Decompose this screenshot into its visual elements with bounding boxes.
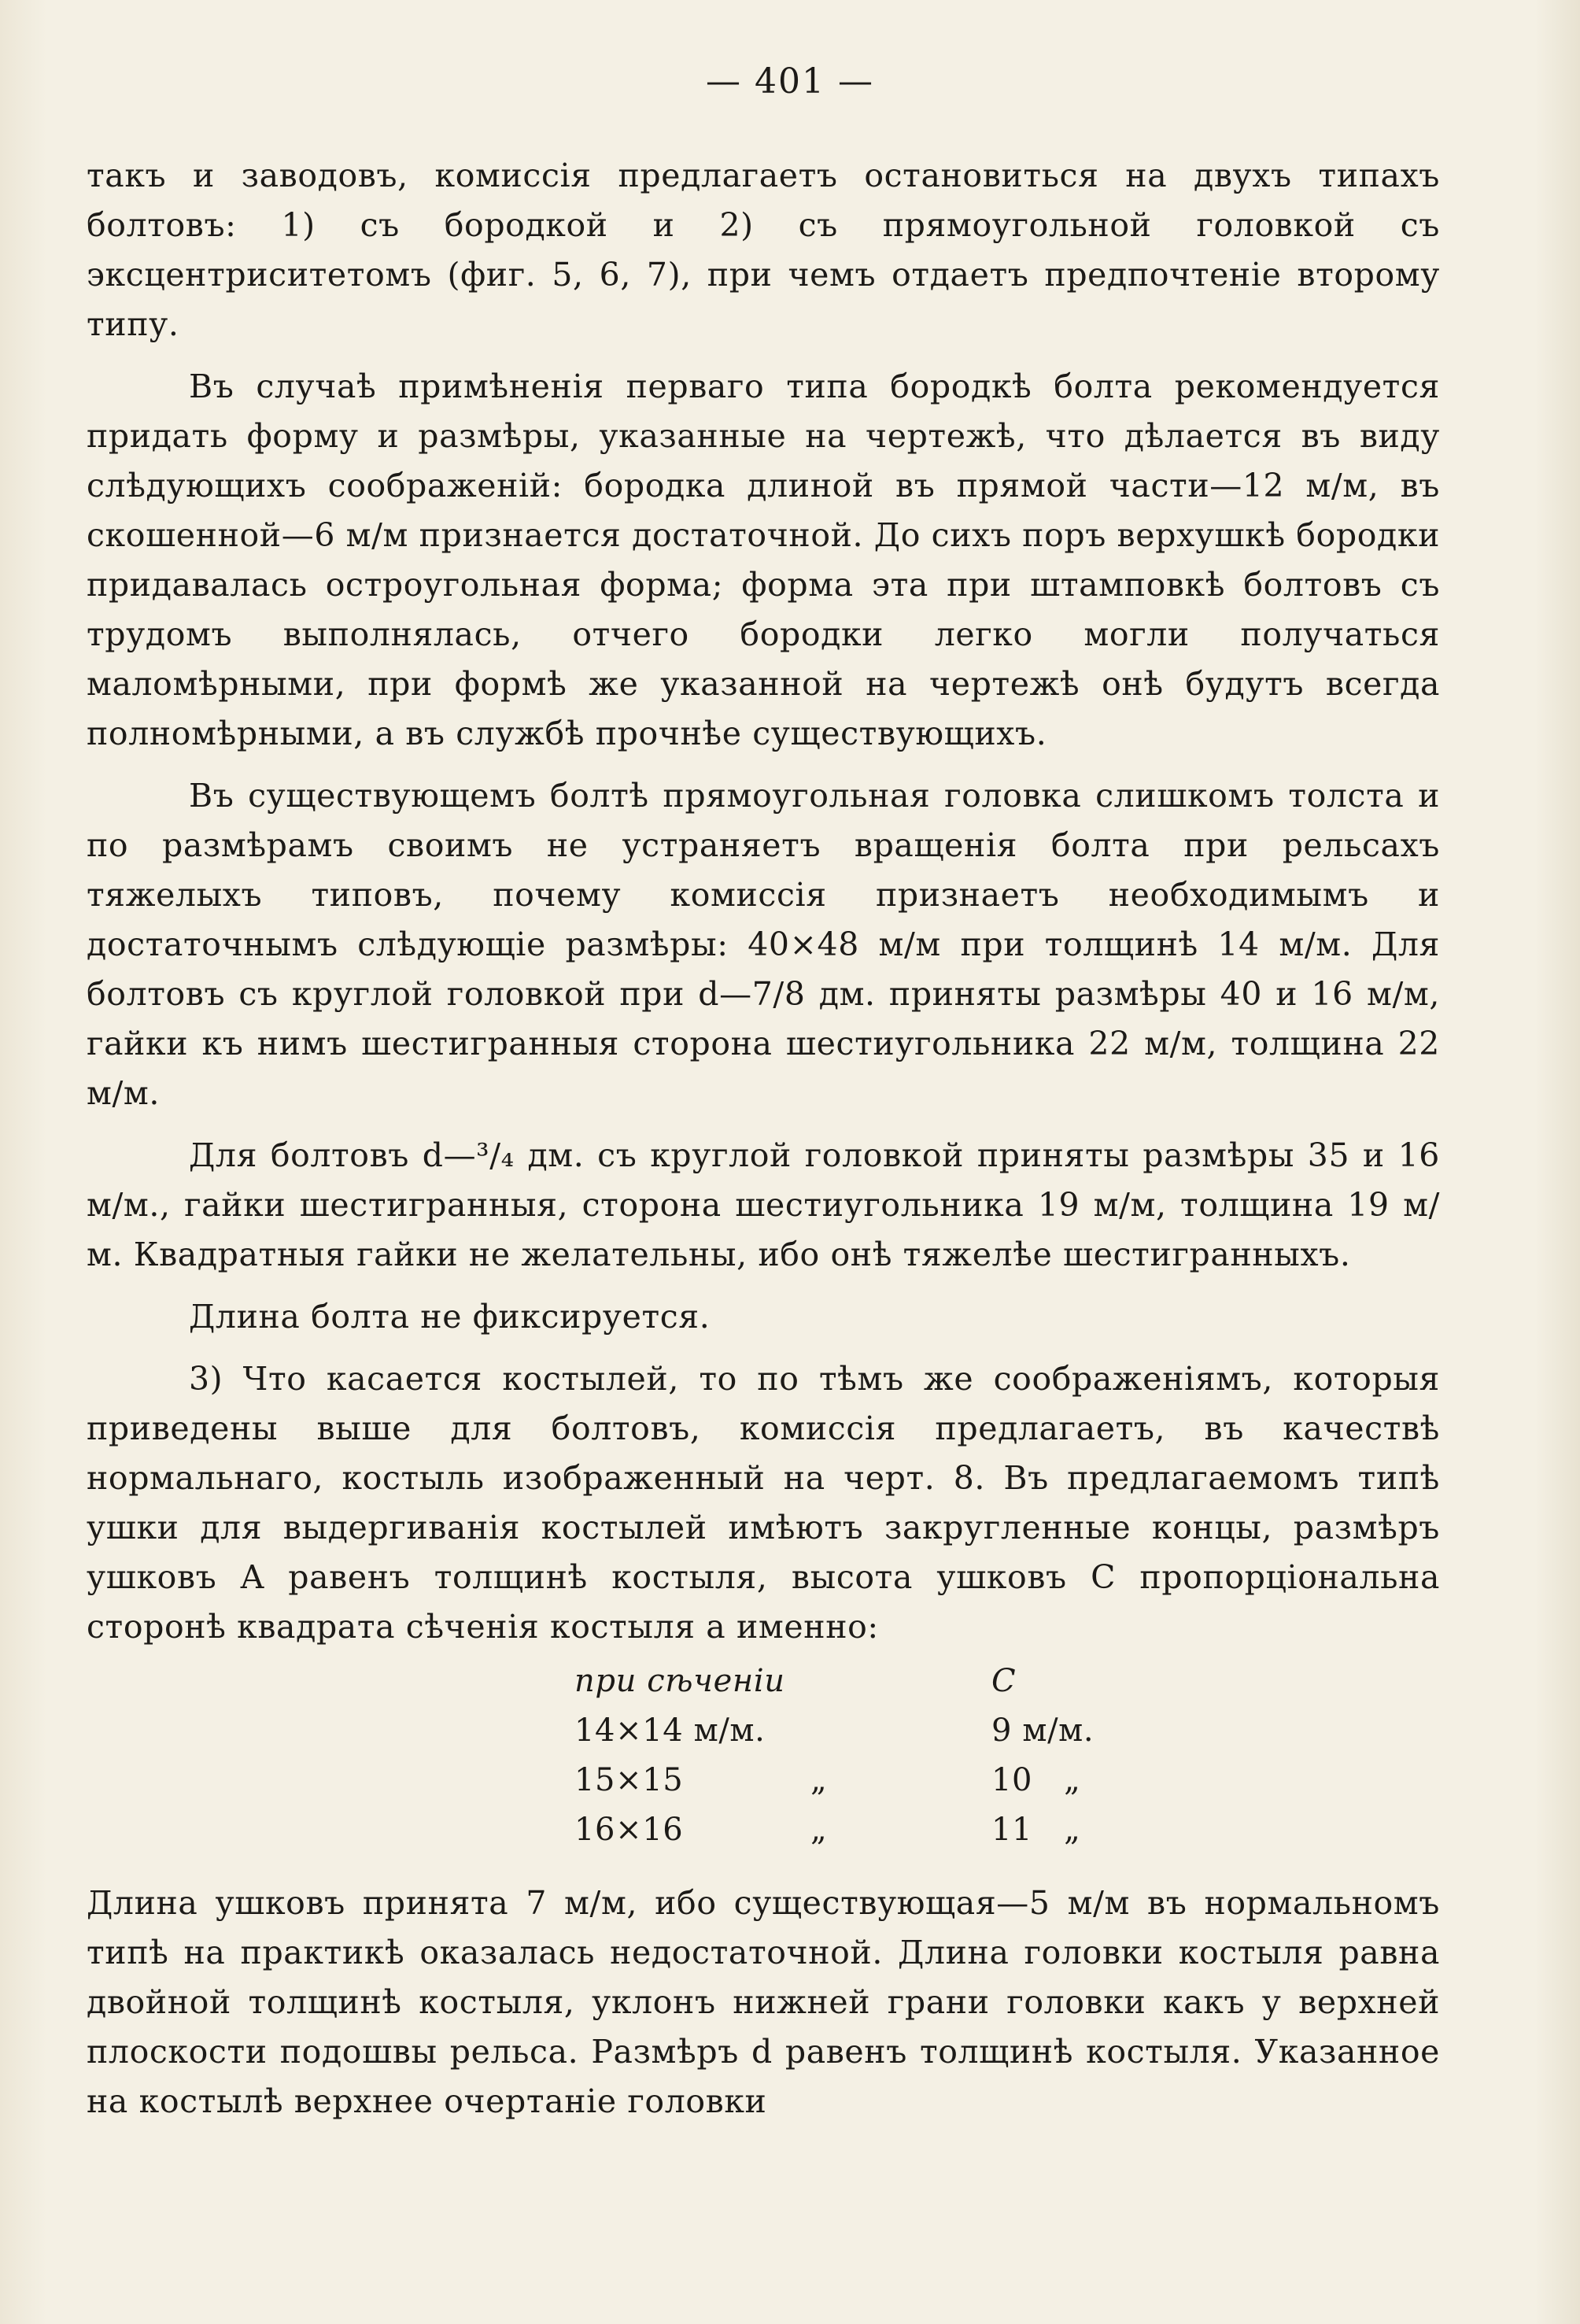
spike-dimensions-table <box>574 1657 1149 1855</box>
paragraph-7: Длина ушковъ принята 7 м/м, ибо существующая—5 м/м въ нормальномъ типѣ на практикѣ оказалась недостаточной. Длина головки костыля равна двойной толщинѣ костыля, уклонъ нижней грани головки какъ у верхней плоскости подошвы рельса. Размѣръ d равенъ толщинѣ костыля. Указанное на костылѣ верхнее очертаніе головки <box>87 1884 1440 2120</box>
row-unit: м/м. <box>1022 1713 1095 1749</box>
paragraph-1: такъ и заводовъ, комиссія предлагаетъ остановиться на двухъ типахъ болтовъ: 1) съ бородкой и 2) съ прямоугольной головкой съ эксцентриситетомъ (фиг. 5, 6, 7), при чемъ отдаетъ предпочтеніе второму типу. <box>87 157 1440 343</box>
row-value: 10 <box>991 1762 1033 1798</box>
row-value: 11 <box>991 1812 1033 1848</box>
row-section: 15×15 <box>574 1762 684 1798</box>
header-section: при сѣченіи <box>574 1663 785 1699</box>
table-row <box>574 1805 1149 1855</box>
row-ditto: „ <box>810 1812 828 1848</box>
table-header-row <box>574 1657 1149 1706</box>
row-section: 14×14 м/м. <box>574 1713 766 1749</box>
table-row <box>574 1756 1149 1805</box>
paragraph-5: Длина болта не фиксируется. <box>189 1298 711 1336</box>
row-value: 9 <box>991 1713 1013 1749</box>
paragraph-2: Въ случаѣ примѣненія перваго типа бородкѣ болта рекомендуется придать форму и размѣры, указанные на чертежѣ, что дѣлается въ виду слѣдующихъ соображеній: бородка длиной въ прямой части—12 м/м, въ скошенной—6 м/м признается достаточной. До сихъ поръ верхушкѣ бородки придавалась остроугольная форма; форма эта при штамповкѣ болтовъ съ трудомъ выполнялась, отчего бородки легко могли получаться маломѣрными, при формѣ же указанной на чертежѣ онѣ будутъ всегда полномѣрными, а въ службѣ прочнѣе существующихъ. <box>87 368 1440 752</box>
paragraph-4: Для болтовъ d—³/₄ дм. съ круглой головкой приняты размѣры 35 и 16 м/м., гайки шестигранныя, сторона шестиугольника 19 м/м, толщина 19 м/м. Квадратныя гайки не желательны, ибо онѣ тяжелѣе шестигранныхъ. <box>87 1136 1440 1273</box>
row-unit: „ <box>1064 1812 1081 1848</box>
row-ditto: „ <box>810 1762 828 1798</box>
page-body <box>87 151 1440 2126</box>
paragraph-6: 3) Что касается костылей, то по тѣмъ же соображеніямъ, которыя приведены выше для болтовъ, комиссія предлагаетъ, въ качествѣ нормальнаго, костыль изображенный на черт. 8. Въ предлагаемомъ типѣ ушки для выдергиванія костылей имѣютъ закругленные концы, размѣръ ушковъ A равенъ толщинѣ костыля, высота ушковъ C пропорціональна сторонѣ квадрата сѣченія костыля а именно: <box>87 1360 1440 1646</box>
row-section: 16×16 <box>574 1812 684 1848</box>
paragraph-3: Въ существующемъ болтѣ прямоугольная головка слишкомъ толста и по размѣрамъ своимъ не устраняетъ вращенія болта при рельсахъ тяжелыхъ типовъ, почему комиссія признаетъ необходимымъ и достаточнымъ слѣдующіе размѣры: 40×48 м/м при толщинѣ 14 м/м. Для болтовъ съ круглой головкой при d—7/8 дм. приняты размѣры 40 и 16 м/м, гайки къ нимъ шестигранныя сторона шестиугольника 22 м/м, толщина 22 м/м. <box>87 777 1440 1112</box>
table-row <box>574 1706 1149 1756</box>
header-c: C <box>991 1663 1017 1699</box>
page-number: — 401 — <box>706 61 874 102</box>
row-unit: „ <box>1064 1762 1081 1798</box>
